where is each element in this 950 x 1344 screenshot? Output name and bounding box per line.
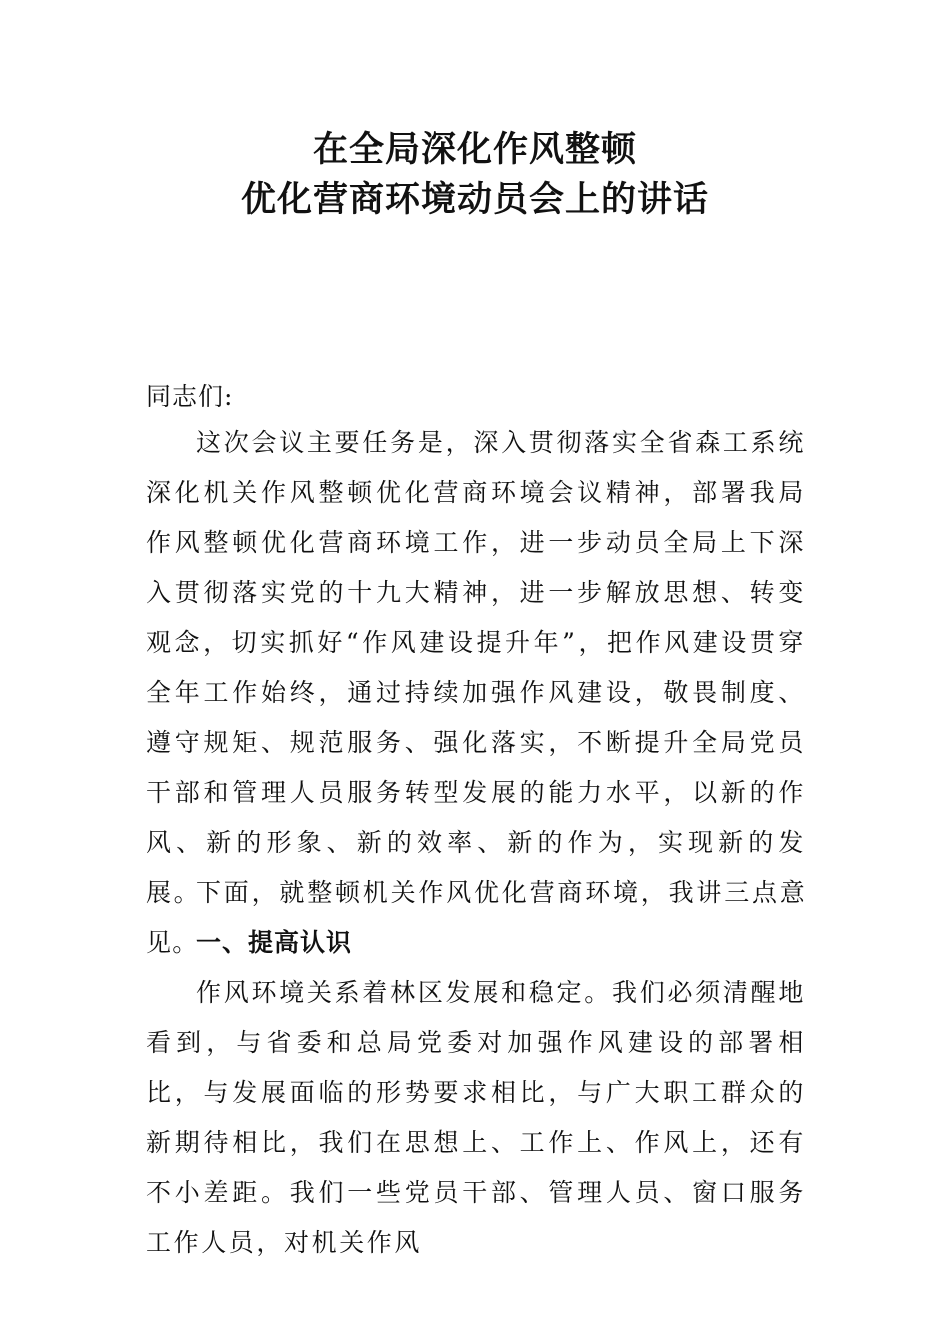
section-1-heading-block <box>146 918 806 968</box>
salutation: 同志们: <box>146 382 234 411</box>
section-1-heading: 一、提高认识 <box>196 928 353 957</box>
paragraph-1-block <box>146 418 806 918</box>
document-title-line-2: 优化营商环境动员会上的讲话 <box>240 179 709 220</box>
paragraph-3-block <box>146 968 806 1268</box>
document-title-line-1: 在全局深化作风整顿 <box>312 129 637 170</box>
paragraph-2: 下面，就整顿机关作风优化营商环境，我讲三点意见。 <box>146 878 806 957</box>
paragraph-1: 这次会议主要任务是，深入贯彻落实全省森工系统深化机关作风整顿优化营商环境会议精神，部署我局作风整顿优化营商环境工作，进一步动员全局上下深入贯彻落实党的十九大精神，进一步解放思想、转变观念，切实抓好“作风建设提升年”，把作风建设贯穿全年工作始终，通过持续加强作风建设，敬畏制度、遵守规矩、规范服务、强化落实，不断提升全局党员干部和管理人员服务转型发展的能力水平，以新的作风、新的形象、新的效率、新的作为，实现新的发展。 <box>146 428 806 907</box>
paragraph-3: 作风环境关系着林区发展和稳定。我们必须清醒地看到，与省委和总局党委对加强作风建设的部署相比，与发展面临的形势要求相比，与广大职工群众的新期待相比，我们在思想上、工作上、作风上，还有不小差距。我们一些党员干部、管理人员、窗口服务工作人员，对机关作风 <box>146 978 806 1257</box>
salutation-block <box>146 372 806 422</box>
